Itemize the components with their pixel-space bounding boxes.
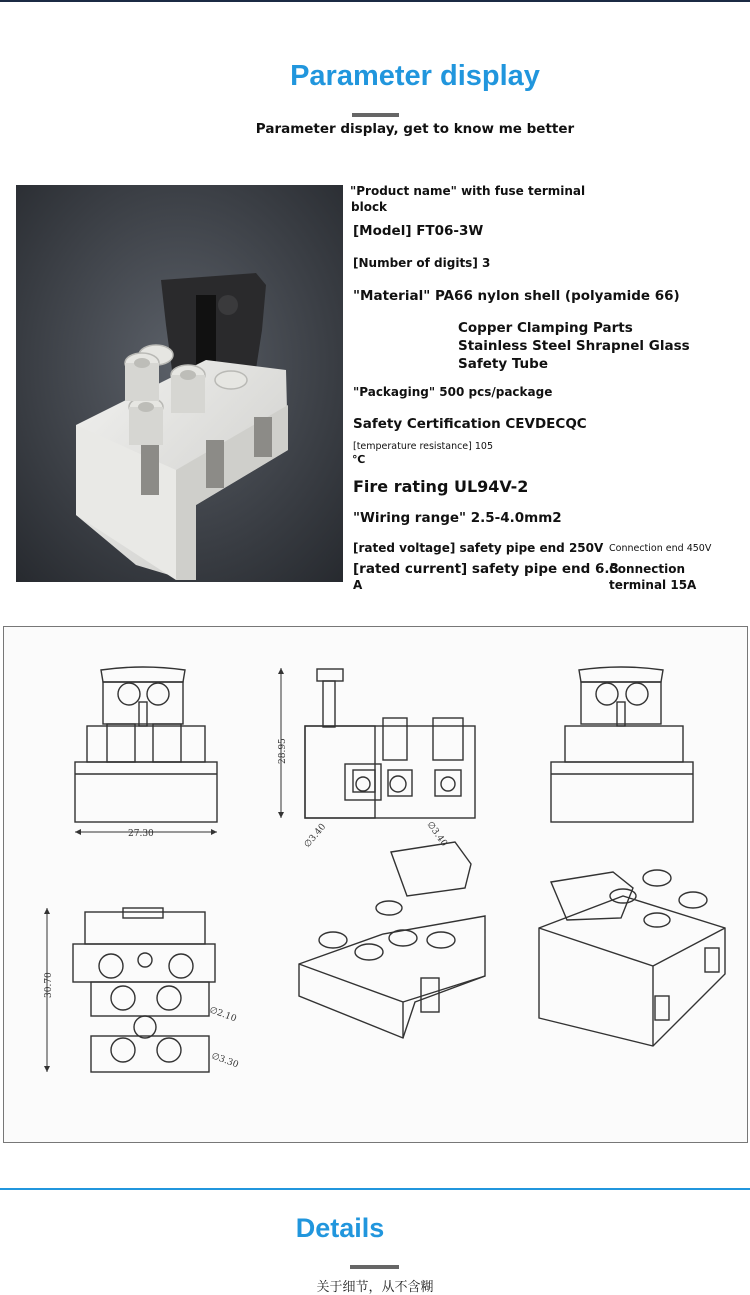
spec-digits: [Number of digits] 3 [353, 256, 491, 270]
dim-screw-1: ∅2.10 [207, 1005, 238, 1025]
spec-packaging: "Packaging" 500 pcs/package [353, 385, 553, 399]
details-subtitle: 关于细节，从不含糊 [316, 1280, 434, 1295]
top-border [0, 0, 750, 2]
spec-temperature: [temperature resistance] 105 [353, 441, 494, 452]
dim-screw-2: ∅3.30 [209, 1051, 240, 1071]
details-underline [350, 1265, 399, 1269]
spec-material: "Material" PA66 nylon shell (polyamide 66) [353, 288, 680, 304]
spec-current-connection: Connection [609, 562, 686, 576]
dim-length: 30.70 [44, 972, 54, 998]
spec-wiring: "Wiring range" 2.5-4.0mm2 [353, 510, 562, 526]
section-title: Parameter display [290, 60, 540, 92]
technical-drawing [3, 626, 748, 1143]
dim-hole-1: ∅3.40 [302, 822, 329, 850]
spec-parts-2: Stainless Steel Shrapnel Glass [458, 338, 690, 354]
spec-current-cont: A [353, 578, 363, 592]
spec-product-name: "Product name" with fuse terminal [350, 184, 586, 198]
details-title: Details [295, 1213, 385, 1243]
dim-hole-2: ∅3.40 [424, 819, 449, 849]
spec-fire-rating: Fire rating UL94V-2 [353, 477, 529, 496]
spec-current: [rated current] safety pipe end 6.3 [353, 561, 619, 577]
spec-parts-1: Copper Clamping Parts [458, 320, 633, 336]
spec-parts-3: Safety Tube [458, 356, 548, 372]
product-photo [16, 185, 343, 582]
spec-temperature-unit: ℃ [352, 453, 366, 466]
section-divider [0, 1188, 750, 1190]
spec-certification: Safety Certification CEVDECQC [353, 416, 587, 432]
spec-model: [Model] FT06-3W [353, 223, 484, 239]
spec-voltage: [rated voltage] safety pipe end 250V [353, 541, 604, 555]
section-subtitle: Parameter display, get to know me better [255, 121, 575, 137]
title-underline [352, 113, 399, 117]
spec-voltage-connection: Connection end 450V [609, 543, 712, 554]
dim-width: 27.30 [128, 829, 154, 839]
spec-product-name-cont: block [351, 200, 388, 214]
spec-current-connection-cont: terminal 15A [609, 578, 697, 592]
dim-height: 28.95 [278, 738, 288, 764]
